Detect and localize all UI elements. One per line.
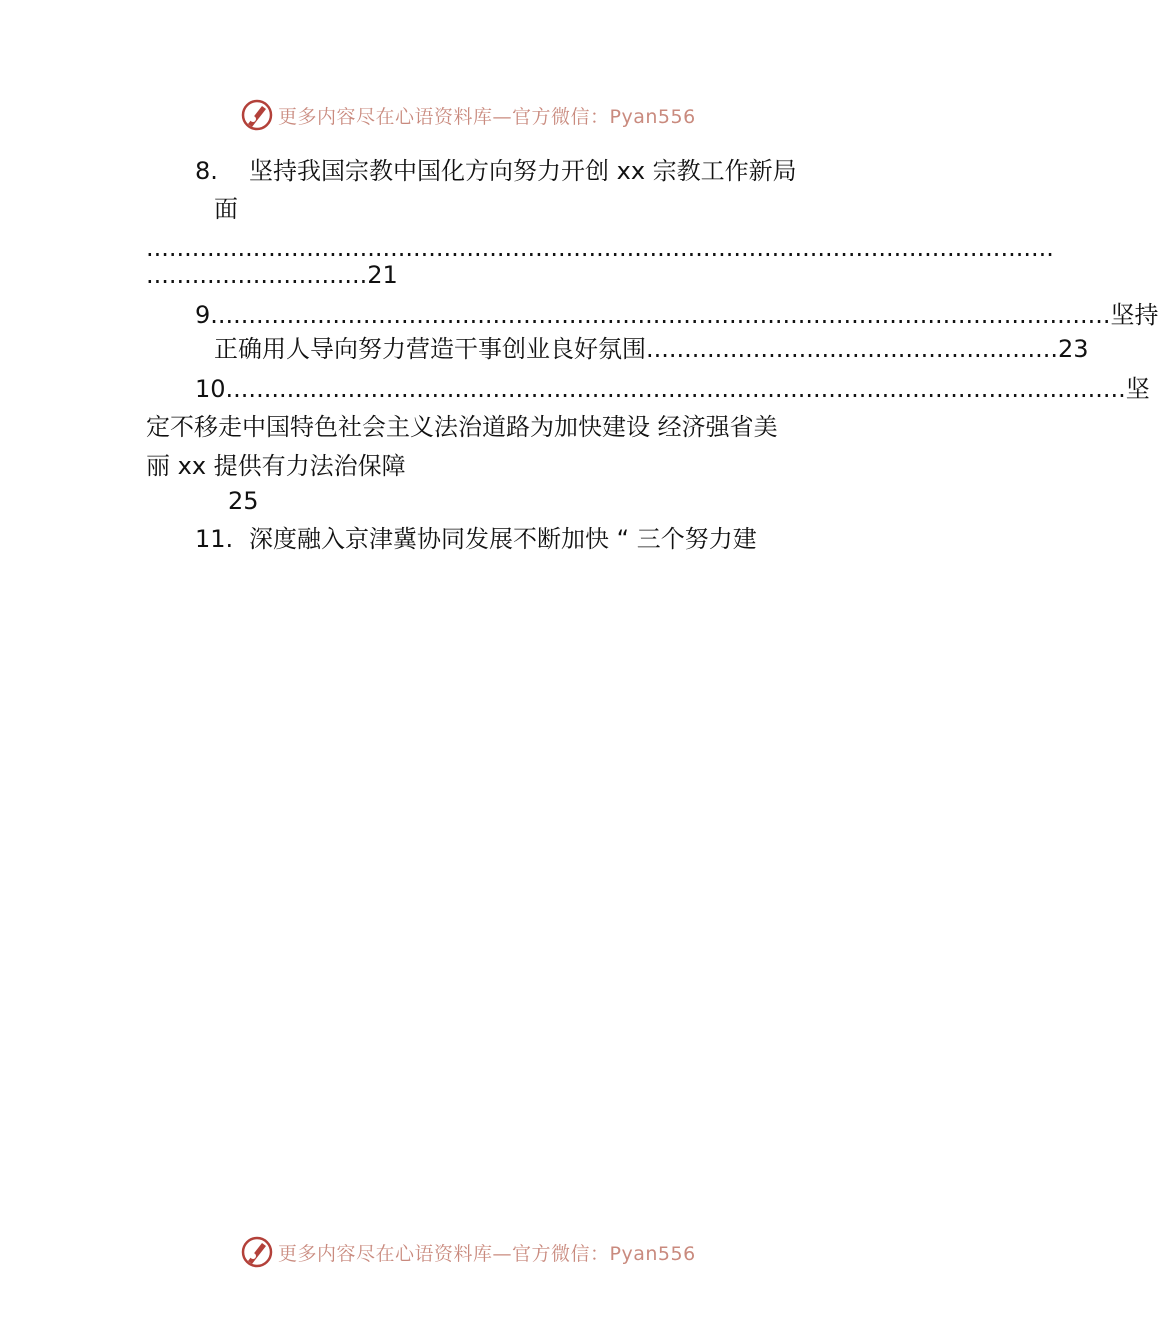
toc-item-8-page-line: [146, 260, 398, 290]
dot-leader: ......................................................: [646, 335, 1058, 363]
toc-item-title: 坚: [1125, 375, 1150, 403]
toc-item-9-line1[interactable]: [195, 300, 1159, 330]
toc-item-number: 9: [195, 301, 211, 329]
toc-item-11-line1[interactable]: [195, 524, 757, 554]
banner-text: 更多内容尽在心语资料库—官方微信：Pyan556: [278, 1242, 696, 1265]
toc-item-number: 8.: [195, 157, 218, 185]
header-banner: [240, 95, 696, 135]
toc-item-9-line2: [214, 334, 1089, 364]
pen-logo-icon: [240, 1235, 274, 1269]
toc-item-10-line3: 丽 xx 提供有力法治保障: [146, 452, 406, 480]
toc-page-number: 21: [367, 261, 398, 289]
toc-item-10-line2: 定不移走中国特色社会主义法治道路为加快建设 经济强省美: [146, 413, 778, 441]
toc-page-number: 25: [228, 487, 259, 515]
banner-text: 更多内容尽在心语资料库—官方微信：Pyan556: [278, 105, 696, 128]
toc-item-10-line1[interactable]: [195, 374, 1150, 404]
toc-item-title: 正确用人导向努力营造干事创业良好氛围: [214, 335, 646, 363]
toc-page-number: 23: [1057, 335, 1089, 363]
dot-leader: .............................: [146, 261, 368, 289]
toc-item-8-line2: 面: [214, 195, 238, 223]
wechat-account: Pyan556: [609, 105, 696, 128]
toc-item-number: 10: [195, 375, 226, 403]
dot-leader: ......................................................................................................................: [210, 301, 1111, 329]
footer-banner: [240, 1232, 696, 1272]
pen-logo-icon: [240, 98, 274, 132]
dot-leader: ......................................................................................................................: [225, 375, 1126, 403]
toc-item-8-line1[interactable]: [195, 156, 797, 186]
toc-item-title: 坚持我国宗教中国化方向努力开创 xx 宗教工作新局: [249, 157, 797, 185]
toc-item-number: 11.: [195, 525, 234, 553]
wechat-account: Pyan556: [609, 1242, 696, 1265]
toc-item-title: 深度融入京津冀协同发展不断加快 “ 三个努力建: [249, 525, 757, 553]
toc-item-title: 坚持: [1110, 301, 1159, 329]
dot-leader: .......................................................................................................................: [146, 234, 1054, 262]
